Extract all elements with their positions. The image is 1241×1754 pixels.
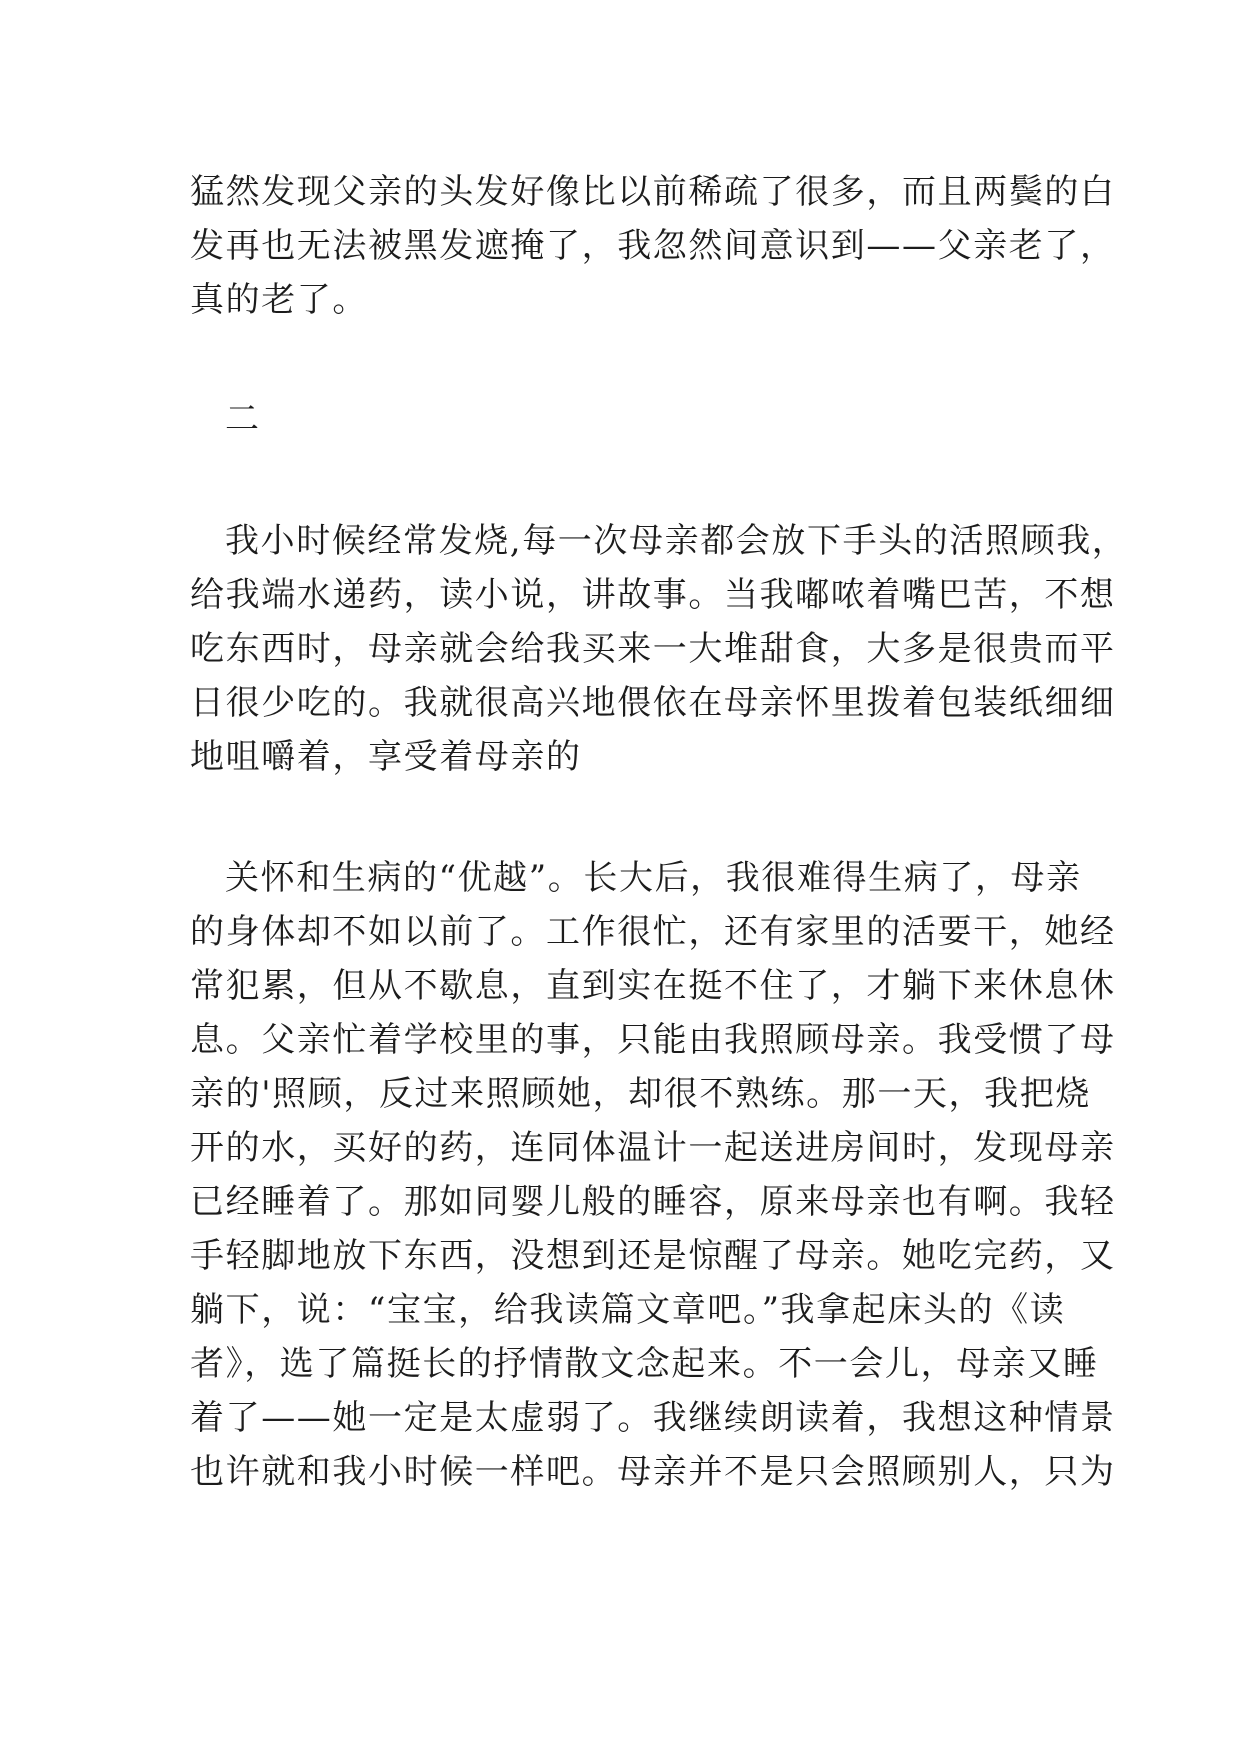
text-line: 吃东西时，母亲就会给我买来一大堆甜食，大多是很贵而平 (190, 629, 1116, 669)
text-line: 躺下，说：“宝宝，给我读篇文章吧。”我拿起床头的《读 (190, 1290, 1066, 1330)
text-line: 猛然发现父亲的头发好像比以前稀疏了很多，而且两鬓的白 (190, 172, 1116, 212)
text-line: 我小时候经常发烧,每一次母亲都会放下手头的活照顾我， (225, 521, 1128, 561)
text-line: 关怀和生病的“优越”。长大后，我很难得生病了，母亲 (225, 858, 1082, 898)
text-line: 已经睡着了。那如同婴儿般的睡容，原来母亲也有啊。我轻 (190, 1182, 1116, 1222)
text-line: 真的老了。 (190, 280, 368, 320)
text-line: 亲的'照顾，反过来照顾她，却很不熟练。那一天，我把烧 (190, 1074, 1091, 1114)
text-line: 着了——她一定是太虚弱了。我继续朗读着，我想这种情景 (190, 1398, 1116, 1438)
text-line: 开的水，买好的药，连同体温计一起送进房间时，发现母亲 (190, 1128, 1116, 1168)
text-line: 息。父亲忙着学校里的事，只能由我照顾母亲。我受惯了母 (190, 1020, 1116, 1060)
text-line: 手轻脚地放下东西，没想到还是惊醒了母亲。她吃完药，又 (190, 1236, 1116, 1276)
text-line: 常犯累，但从不歇息，直到实在挺不住了，才躺下来休息休 (190, 966, 1116, 1006)
text-line: 发再也无法被黑发遮掩了，我忽然间意识到——父亲老了， (190, 226, 1116, 266)
text-line: 地咀嚼着，享受着母亲的 (190, 737, 582, 777)
text-line: 的身体却不如以前了。工作很忙，还有家里的活要干，她经 (190, 912, 1116, 952)
text-line: 者》，选了篇挺长的抒情散文念起来。不一会儿，母亲又睡 (190, 1344, 1099, 1384)
text-line: 日很少吃的。我就很高兴地偎依在母亲怀里拨着包装纸细细 (190, 683, 1116, 723)
text-line: 也许就和我小时候一样吧。母亲并不是只会照顾别人，只为 (190, 1452, 1116, 1492)
text-line: 给我端水递药，读小说，讲故事。当我嘟哝着嘴巴苦，不想 (190, 575, 1116, 615)
section-heading: 二 (225, 399, 261, 439)
